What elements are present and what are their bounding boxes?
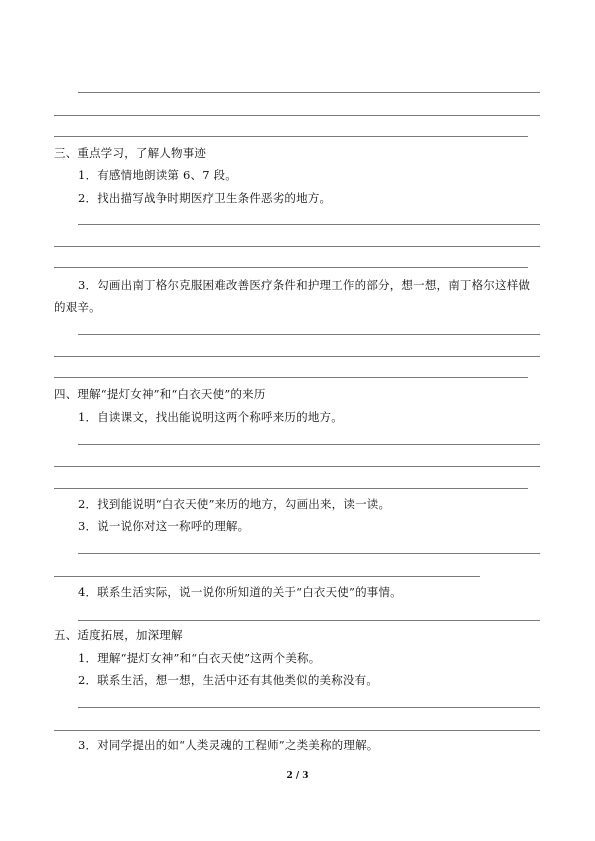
answer-line: [54, 576, 480, 577]
answer-line: [54, 730, 540, 731]
section-heading: 三、重点学习，了解人物事迹: [54, 146, 207, 160]
answer-line: [78, 334, 540, 335]
section-heading: 五、适度拓展，加深理解: [54, 628, 183, 642]
answer-line: [54, 115, 540, 116]
question-item: 3．说一说你对这一称呼的理解。: [78, 519, 250, 533]
question-item: 3．对同学提出的如“人类灵魂的工程师”之类美称的理解。: [78, 738, 379, 752]
answer-line: [54, 246, 540, 247]
answer-line: [54, 377, 528, 378]
question-item: 2．联系生活，想一想，生活中还有其他类似的美称没有。: [78, 673, 379, 687]
question-item: 2．找出描写战争时期医疗卫生条件恶劣的地方。: [78, 191, 332, 205]
answer-line: [54, 356, 540, 357]
question-item: 1．自读课文，找出能说明这两个称呼来历的地方。: [78, 410, 343, 424]
question-item: 2．找到能说明“白衣天使”来历的地方，勾画出来，读一读。: [78, 497, 391, 511]
question-item: 3．勾画出南丁格尔克服困难改善医疗条件和护理工作的部分，想一想，南丁格尔这样做: [78, 278, 531, 292]
answer-line: [54, 267, 528, 268]
question-item: 1．理解“提灯女神”和“白衣天使”这两个美称。: [78, 651, 321, 665]
page-number: 2 / 3: [286, 771, 309, 781]
answer-line: [54, 488, 528, 489]
answer-line: [78, 92, 540, 93]
question-item-continuation: 的艰辛。: [54, 300, 101, 314]
answer-line: [78, 224, 540, 225]
answer-line: [78, 553, 540, 554]
question-item: 4．联系生活实际，说一说你所知道的关于“白衣天使”的事情。: [78, 585, 402, 599]
answer-line: [78, 707, 540, 708]
answer-line: [54, 466, 540, 467]
answer-line: [54, 136, 528, 137]
answer-line: [78, 444, 540, 445]
section-heading: 四、理解“提灯女神”和“白衣天使”的来历: [54, 387, 266, 401]
question-item: 1．有感情地朗读第 6、7 段。: [78, 168, 237, 182]
answer-line: [78, 620, 540, 621]
